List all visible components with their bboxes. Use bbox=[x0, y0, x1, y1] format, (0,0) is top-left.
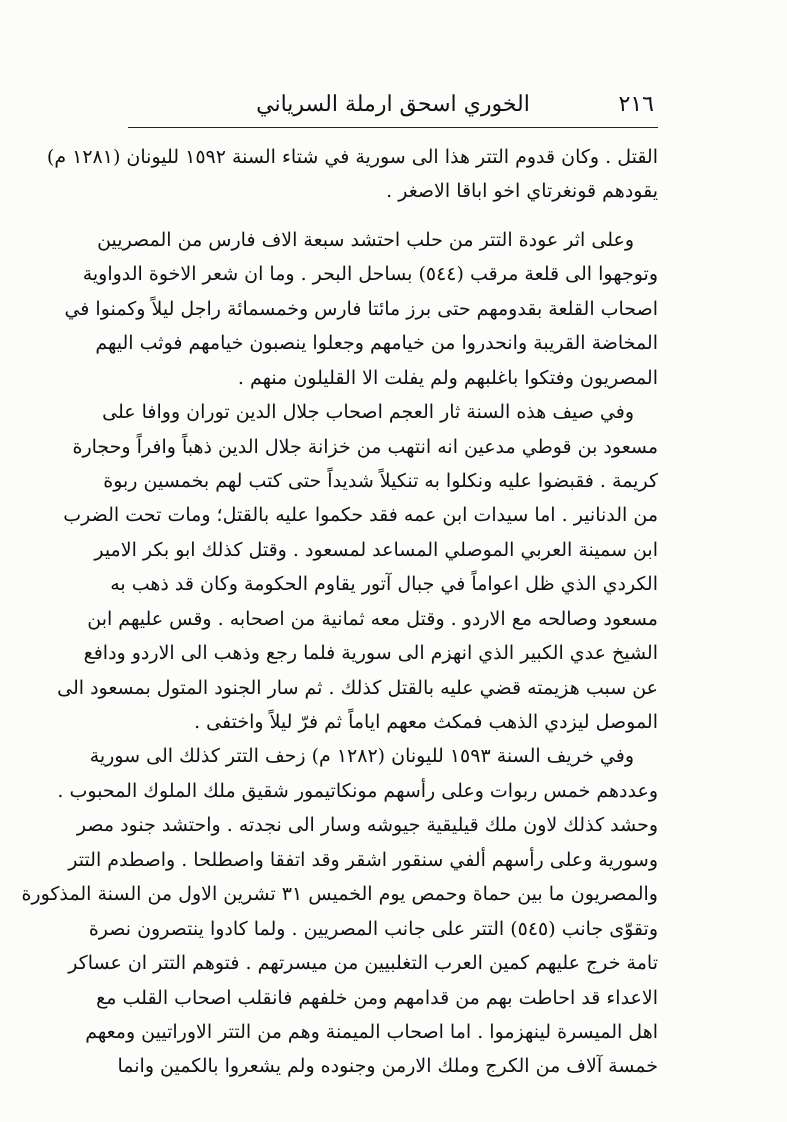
paragraph bbox=[64, 223, 658, 395]
text-line: وعددهم خمس ربوات وعلى رأسهم مونكاتيمور شقيق ملك الملوك المحبوب . bbox=[57, 779, 658, 802]
text-line: مسعود بن قوطي مدعين انه انتهب من خزانة جلال الدين ذهباً وافراً وحجارة bbox=[72, 435, 658, 458]
text-line: وعلى اثر عودة التتر من حلب احتشد سبعة الاف فارس من المصريين bbox=[97, 228, 634, 251]
text-line: تامة خرج عليهم كمين العرب التغلبيين من ميسرتهم . فتوهم التتر ان عساكر bbox=[68, 952, 658, 975]
text-line: الكردي الذي ظل اعواماً في جبال آتور يقاوم الحكومة وكان قد ذهب به bbox=[110, 573, 658, 596]
paragraph bbox=[46, 140, 658, 209]
paragraph bbox=[21, 739, 658, 1083]
text-line: وفي خريف السنة ١٥٩٣ لليونان (١٢٨٢ م) زحف التتر كذلك الى سورية bbox=[89, 745, 634, 768]
text-line: القتل . وكان قدوم التتر هذا الى سورية في شتاء السنة ١٥٩٢ لليونان (١٢٨١ م) bbox=[46, 146, 658, 168]
text-line: وتوجهوا الى قلعة مرقب (٥٤٤) بساحل البحر . وما ان شعر الاخوة الدواوية bbox=[82, 263, 658, 286]
text-line: وحشد كذلك لاون ملك قيليقية جيوشه وسار الى نجدته . واحتشد جنود مصر bbox=[76, 814, 658, 837]
text-line: المصريون وفتكوا باغلبهم ولم يفلت الا القليلون منهم . bbox=[237, 366, 658, 389]
paragraph bbox=[57, 395, 658, 739]
text-line: اصحاب القلعة بقدومهم حتى برز مائتا فارس وخمسمائة راجل ليلاً وكمنوا في bbox=[64, 297, 658, 320]
page-header bbox=[128, 90, 658, 126]
text-line: وفي صيف هذه السنة ثار العجم اصحاب جلال الدين توران ووافا على bbox=[102, 401, 634, 424]
text-line: مسعود وصالحه مع الاردو . وقتل معه ثمانية من اصحابه . وقس عليهم ابن bbox=[87, 607, 658, 630]
body-text bbox=[21, 140, 658, 1084]
text-line: كريمة . فقبضوا عليه ونكلوا به تنكيلاً شديداً حتى كتب لهم بخمسين ربوة bbox=[103, 469, 658, 492]
text-line: الموصل ليزدي الذهب فمكث معهم اياماً ثم فرّ ليلاً واختفى . bbox=[194, 711, 658, 733]
text-line: وتقوّى جانب (٥٤٥) التتر على جانب المصريين . ولما كادوا ينتصرون نصرة bbox=[88, 917, 658, 940]
text-line: يقودهم قونغرتاي اخو اباقا الاصغر . bbox=[386, 180, 658, 203]
text-line: والمصريون ما بين حماة وحمص يوم الخميس ٣١ تشرين الاول من السنة المذكورة bbox=[21, 883, 658, 906]
running-title: الخوري اسحق ارملة السرياني bbox=[256, 92, 530, 117]
paragraph-gap bbox=[128, 209, 658, 223]
text-line: عن سبب هزيمته قضي عليه بالقتل كذلك . ثم سار الجنود المتول بمسعود الى bbox=[57, 676, 658, 699]
text-line: اهل الميسرة لينهزموا . اما اصحاب الميمنة وهم من التتر الاوراتيين ومعهم bbox=[85, 1020, 658, 1043]
text-line: خمسة آلاف من الكرج وملك الارمن وجنوده ولم يشعروا بالكمين وانما bbox=[117, 1055, 658, 1078]
text-line: ابن سمينة العربي الموصلي المساعد لمسعود . وقتل كذلك ابو بكر الامير bbox=[94, 538, 658, 561]
text-line: الشيخ عدي الكبير الذي انهزم الى سورية فلما رجع وذهب الى الاردو ودافع bbox=[83, 642, 658, 665]
text-line: المخاضة القريبة وانحدروا من خيامهم وجعلوا ينصبون خيامهم فوثب اليهم bbox=[95, 332, 658, 355]
header-rule bbox=[128, 127, 658, 128]
text-line: من الدنانير . اما سيدات ابن عمه فقد حكموا عليه بالقتل؛ ومات تحت الضرب bbox=[63, 504, 658, 527]
text-line: وسورية وعلى رأسهم ألفي سنقور اشقر وقد اتفقا واصطلحا . واصطدم التتر bbox=[68, 848, 658, 871]
text-line: الاعداء قد احاطت بهم من قدامهم ومن خلفهم فانقلب اصحاب القلب مع bbox=[96, 986, 658, 1009]
page-number: ٢١٦ bbox=[618, 92, 654, 117]
